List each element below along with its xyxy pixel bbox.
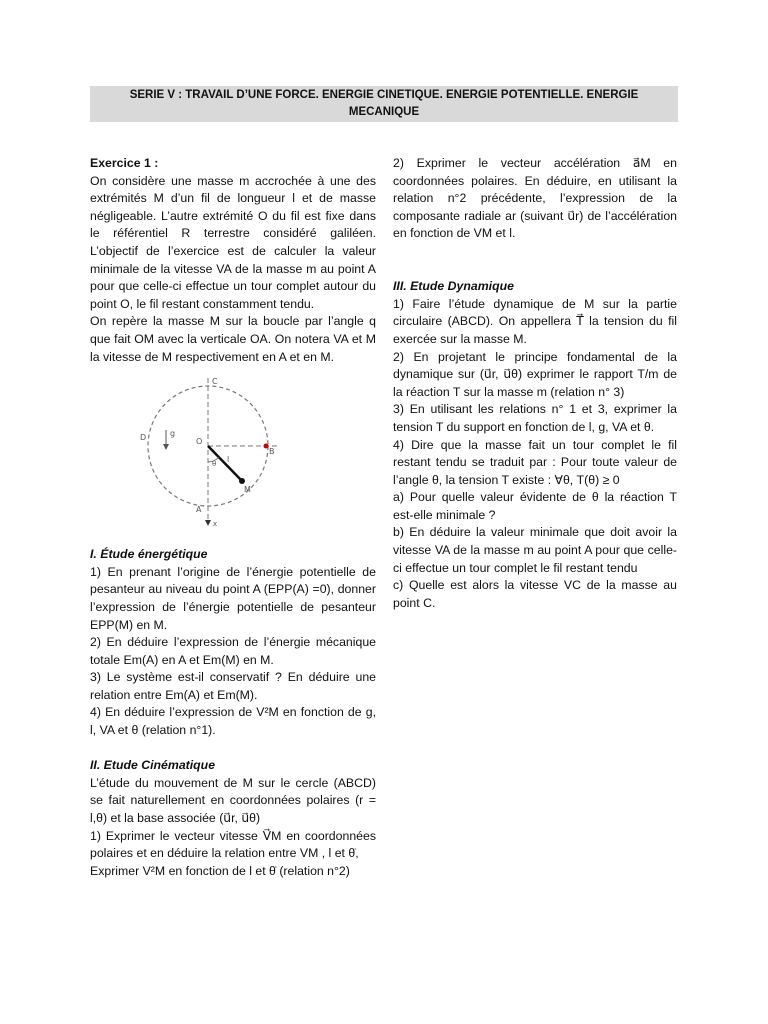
gravity-arrowhead — [163, 444, 169, 450]
series-title-bar — [90, 86, 678, 122]
section-1-question-3: 3) Le système est-il conservatif ? En déduire une relation entre Em(A) et Em(M). — [90, 670, 376, 702]
section-3-title: III. Etude Dynamique — [393, 279, 514, 294]
section-1-title: I. Étude énergétique — [90, 547, 208, 562]
spacer — [90, 740, 376, 758]
label-d: D — [140, 433, 147, 443]
label-m: M — [244, 485, 251, 495]
point-b-marker — [264, 444, 269, 449]
section-3-question-b: b) En déduire la valeur minimale que doit avoir la vitesse VA de la masse m au point A pour que celle-ci effectue un tour complet le fil restant tendu — [393, 525, 677, 575]
label-a: A — [196, 505, 202, 515]
label-o: O — [196, 437, 203, 447]
label-x: x — [213, 520, 218, 529]
section-1-question-4: 4) En déduire l’expression de V²M en fonction de g, l, VA et θ (relation n°1). — [90, 705, 376, 738]
section-3-question-4: 4) Dire que la masse fait un tour complet le fil restant tendu se traduit par : Pour toute valeur de l’angle θ, la tension T existe : ∀θ, T(θ) ≥ 0 — [393, 437, 677, 487]
exercise-title: Exercice 1 : — [90, 156, 159, 170]
spacer — [393, 243, 677, 261]
label-c: C — [212, 377, 218, 387]
section-3-question-2: 2) En projetant le principe fondamental de la dynamique sur (u⃗r, u⃗θ) exprimer le rapport T/m de la réaction T sur la masse m (relation n° 3) — [393, 349, 677, 399]
section-1-question-2: 2) En déduire l’expression de l’énergie mécanique totale Em(A) en A et Em(M) en M. — [90, 635, 376, 667]
intro-paragraph-2: On repère la masse M sur la boucle par l’angle q que fait OM avec la verticale OA. On notera VA et M la vitesse de M respectivement en A et en M. — [90, 314, 376, 364]
x-axis-arrow — [205, 520, 211, 526]
intro-paragraph-1: On considère une masse m accrochée à une des extrémités M d’un fil de longueur l et de masse négligeable. L’autre extrémité O du fil est fixe dans le référentiel R terrestre considéré galiléen. L’objectif de l’exercice est de calculer la valeur minimale de la vitesse VA de la masse m au point A pour que celle-ci effectue un tour complet autour du point O, le fil restant constamment tendu. — [90, 173, 376, 311]
section-1-question-1: 1) En prenant l’origine de l’énergie potentielle de pesanteur au niveau du point A (EPP(A) =0), donner l’expression de l’énergie potentielle de pesanteur EPP(M) en M. — [90, 564, 376, 632]
section-3-question-3: 3) En utilisant les relations n° 1 et 3, exprimer la tension T du support en fonction de l, g, VA et θ. — [393, 402, 677, 434]
section-2-question-1b: Exprimer V²M en fonction de l et θ̇ (relation n°2) — [90, 863, 350, 878]
mass-m-point — [239, 478, 245, 484]
label-g: g — [170, 429, 176, 439]
label-theta: θ — [212, 460, 217, 469]
spacer — [393, 261, 677, 279]
section-3-question-c: c) Quelle est alors la vitesse VC de la masse au point C. — [393, 578, 677, 610]
pendulum-diagram — [90, 374, 376, 534]
section-3-question-a: a) Pour quelle valeur évidente de θ la réaction T est-elle minimale ? — [393, 490, 677, 522]
left-column — [90, 155, 376, 880]
series-title: SERIE V : TRAVAIL D’UNE FORCE. ENERGIE CINETIQUE. ENERGIE POTENTIELLE. ENERGIE MECANIQUE — [129, 89, 639, 118]
section-2-paragraph: L’étude du mouvement de M sur le cercle (ABCD) se fait naturellement en coordonnées polaires (r = l,θ) et la base associée (u⃗r, u⃗θ) — [90, 775, 376, 826]
section-2-question-1: 1) Exprimer le vecteur vitesse V⃗M en coordonnées polaires et en déduire la relation entre VM , l et θ̇, — [90, 828, 376, 861]
section-2-title: II. Etude Cinématique — [90, 758, 216, 773]
label-b: B — [269, 447, 275, 457]
section-3-question-1: 1) Faire l’étude dynamique de M sur la partie circulaire (ABCD). On appellera T⃗ la tension du fil exercée sur la masse M. — [393, 296, 677, 346]
circle-diagram-svg — [140, 374, 290, 534]
right-column — [393, 155, 677, 612]
label-l: l — [227, 455, 230, 465]
section-2-question-2: 2) Exprimer le vecteur accélération a⃗M en coordonnées polaires. En déduire, en utilisant la relation n°2 précédente, l’expression de la composante radiale ar (suivant u⃗r) de l’accélération en fonction de VM et l. — [393, 156, 677, 241]
